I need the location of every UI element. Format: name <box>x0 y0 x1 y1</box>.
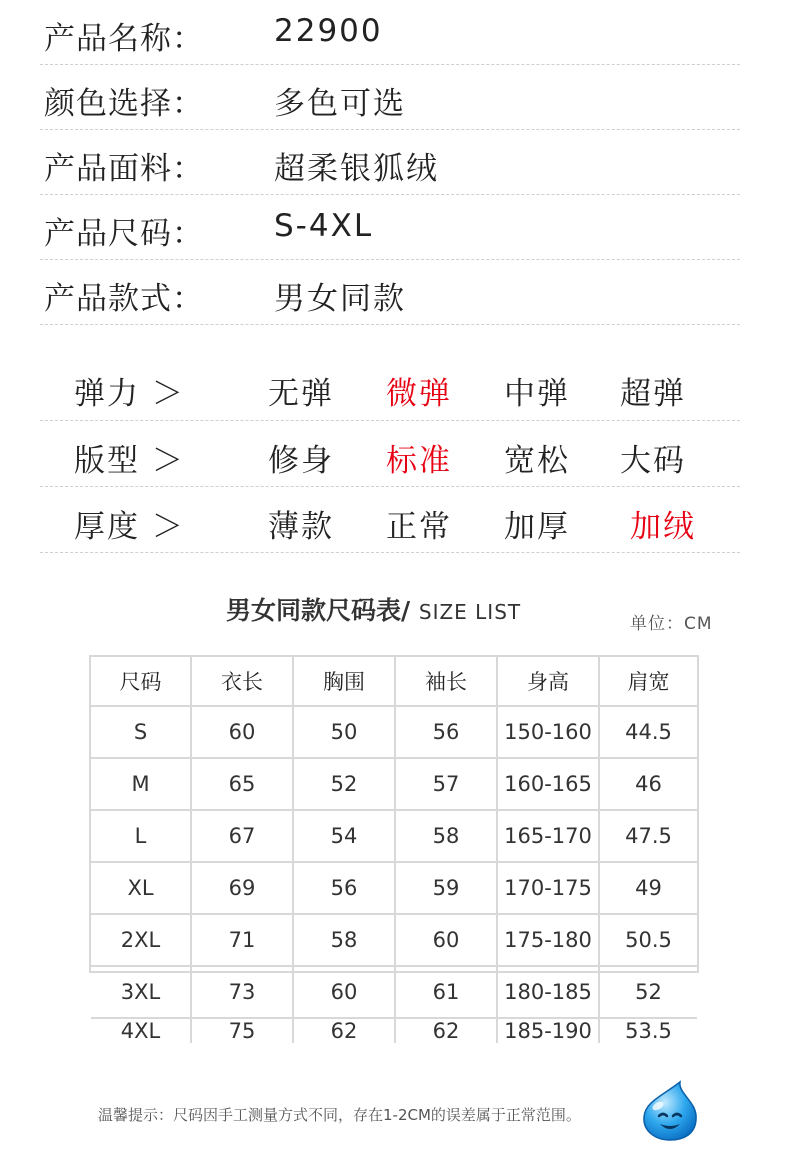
table-cell: 67 <box>192 811 294 861</box>
table-cell: 44.5 <box>625 720 672 744</box>
table-header-cell: 尺码 <box>91 657 192 705</box>
size-table-title-en: SIZE LIST <box>418 600 522 624</box>
info-label: 产品尺码： <box>44 216 204 252</box>
table-cell: 65 <box>192 759 294 809</box>
info-label: 颜色选择： <box>44 86 204 122</box>
attr-row-fit <box>40 421 740 487</box>
info-row-color <box>40 65 740 130</box>
attr-option: 标准 <box>386 443 452 479</box>
table-row <box>91 1019 697 1043</box>
attr-option: 修身 <box>268 443 334 479</box>
table-cell: S <box>91 707 192 757</box>
table-cell: 60 <box>192 707 294 757</box>
table-row <box>91 863 697 915</box>
table-cell: M <box>91 759 192 809</box>
info-label: 产品面料： <box>44 151 204 187</box>
table-cell: 71 <box>192 915 294 965</box>
info-value: S-4XL <box>274 208 374 244</box>
table-cell: 52 <box>635 980 662 1004</box>
product-info-list <box>40 0 740 325</box>
info-value: 男女同款 <box>274 281 406 317</box>
table-cell: XL <box>91 863 192 913</box>
table-row <box>91 707 697 759</box>
table-cell: 2XL <box>91 915 192 965</box>
title-separator: / <box>401 596 411 625</box>
table-row <box>91 811 697 863</box>
attr-option: 中弹 <box>504 376 570 412</box>
table-cell: 58 <box>396 811 498 861</box>
table-cell: L <box>91 811 192 861</box>
attr-option: 宽松 <box>504 443 570 479</box>
unit-label: 单位：CM <box>630 614 713 634</box>
table-cell: 53.5 <box>625 1019 672 1043</box>
attr-option: 加厚 <box>504 509 570 545</box>
table-cell: 54 <box>294 811 396 861</box>
table-cell: 4XL <box>91 1019 192 1043</box>
table-cell: 58 <box>294 915 396 965</box>
attr-row-thickness <box>40 487 740 553</box>
info-value: 超柔银狐绒 <box>274 151 439 187</box>
table-cell: 165-170 <box>498 811 600 861</box>
size-note: 温馨提示：尺码因手工测量方式不同，存在1-2CM的误差属于正常范围。 <box>98 1106 581 1124</box>
table-cell: 170-175 <box>498 863 600 913</box>
attr-option: 正常 <box>386 509 452 545</box>
attr-option: 超弹 <box>620 376 686 412</box>
table-cell: 50 <box>294 707 396 757</box>
attr-label: 版型 ＞ <box>74 443 185 479</box>
size-table <box>89 655 699 1043</box>
size-table-title-cn: 男女同款尺码表 <box>226 596 402 625</box>
table-cell: 60 <box>294 967 396 1017</box>
info-value: 22900 <box>274 13 383 49</box>
table-cell: 3XL <box>91 967 192 1017</box>
attr-option: 大码 <box>620 443 686 479</box>
table-cell: 160-165 <box>498 759 600 809</box>
attr-option: 微弹 <box>386 376 452 412</box>
table-cell: 49 <box>635 876 662 900</box>
table-cell: 47.5 <box>625 824 672 848</box>
table-row <box>91 967 697 1019</box>
attr-option: 加绒 <box>630 509 696 545</box>
table-cell: 60 <box>396 915 498 965</box>
table-cell: 73 <box>192 967 294 1017</box>
table-cell: 61 <box>396 967 498 1017</box>
table-header-cell: 袖长 <box>396 657 498 705</box>
table-header-row <box>91 657 697 707</box>
table-cell: 46 <box>635 772 662 796</box>
table-cell: 62 <box>294 1019 396 1043</box>
table-row <box>91 759 697 811</box>
attr-label: 弹力 ＞ <box>74 376 185 412</box>
table-cell: 180-185 <box>498 967 600 1017</box>
table-header-cell: 胸围 <box>294 657 396 705</box>
table-cell: 185-190 <box>498 1019 600 1043</box>
info-label: 产品名称： <box>44 21 204 57</box>
table-cell: 50.5 <box>625 928 672 952</box>
table-header-cell: 衣长 <box>192 657 294 705</box>
info-row-fabric <box>40 130 740 195</box>
table-cell: 56 <box>294 863 396 913</box>
table-cell: 150-160 <box>498 707 600 757</box>
info-row-name <box>40 0 740 65</box>
table-cell: 75 <box>192 1019 294 1043</box>
table-cell: 62 <box>396 1019 498 1043</box>
table-header-cell: 身高 <box>498 657 600 705</box>
info-row-size <box>40 195 740 260</box>
attr-row-elasticity <box>40 354 740 421</box>
table-cell: 56 <box>396 707 498 757</box>
attr-label: 厚度 ＞ <box>74 509 185 545</box>
attr-option: 无弹 <box>268 376 334 412</box>
table-header-cell: 肩宽 <box>627 670 670 694</box>
table-cell: 57 <box>396 759 498 809</box>
attribute-list <box>40 354 740 553</box>
smiling-water-drop-icon <box>640 1080 700 1142</box>
info-row-style <box>40 260 740 325</box>
table-cell: 52 <box>294 759 396 809</box>
table-cell: 69 <box>192 863 294 913</box>
size-table-title <box>226 591 521 627</box>
info-value: 多色可选 <box>274 86 406 122</box>
attr-option: 薄款 <box>268 509 334 545</box>
table-row <box>91 915 697 967</box>
info-label: 产品款式： <box>44 281 204 317</box>
table-cell: 59 <box>396 863 498 913</box>
table-cell: 175-180 <box>498 915 600 965</box>
